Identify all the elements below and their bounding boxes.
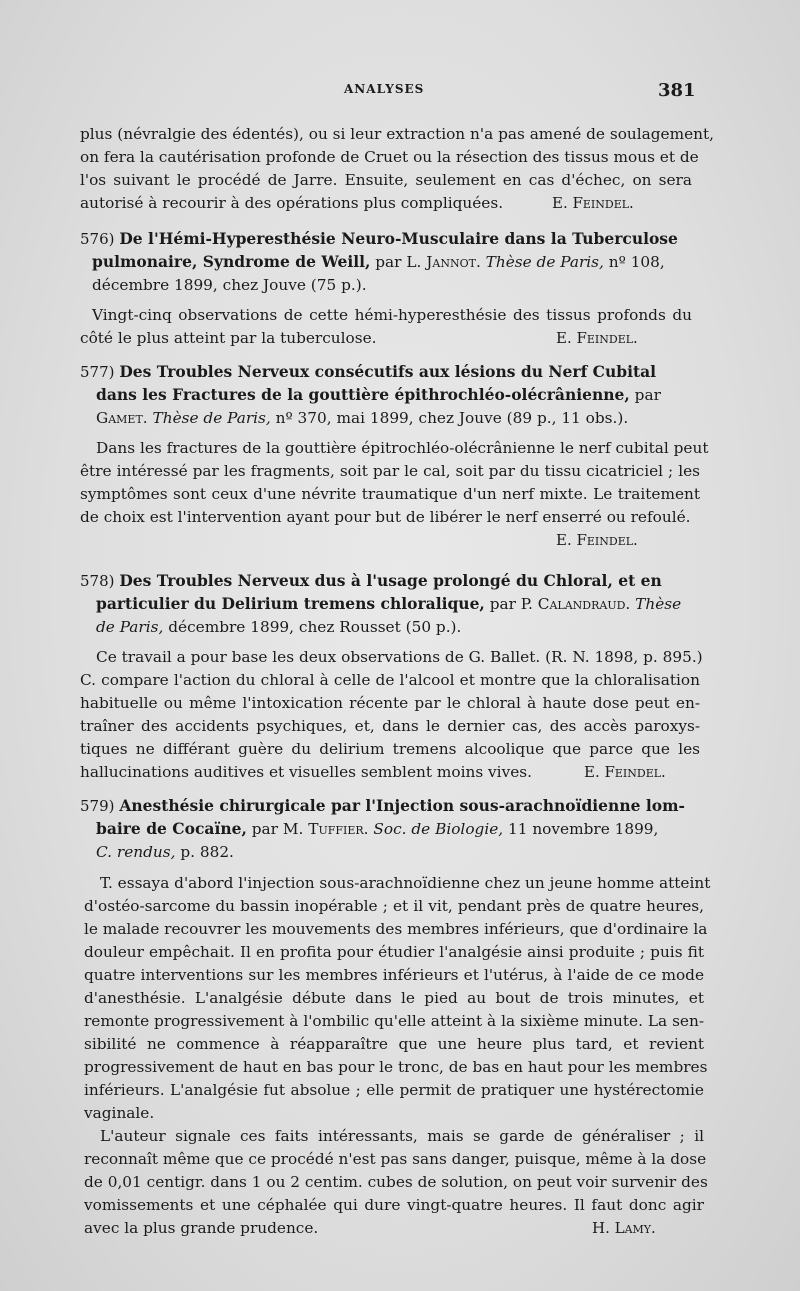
body-line: Dans les fractures de la gouttière épitrochléo-olécrânienne le nerf cubital peut [96, 439, 709, 457]
body-line: vomissements et une céphalée qui dure vingt-quatre heures. Il faut donc agir [84, 1196, 704, 1214]
continuation-line: plus (névralgie des édentés), ou si leur extraction n'a pas amené de soulagement, [80, 125, 715, 143]
entry-title: De l'Hémi-Hyperesthésie Neuro-Musculaire dans la Tuberculose [119, 229, 678, 248]
running-title: ANALYSES [344, 82, 425, 96]
body-line: vaginale. [84, 1104, 155, 1122]
body-line: Vingt-cinq observations de cette hémi-hyperesthésie des tissus profonds du [92, 306, 692, 324]
author-prefix: par L. [375, 253, 422, 271]
body-line: symptômes sont ceux d'une névrite traumatique d'un nerf mixte. Le traitement [80, 485, 700, 503]
entry-number: 578) [80, 572, 115, 590]
continuation-line: on fera la cautérisation profonde de Cruet ou la résection des tissus mous et de [80, 148, 699, 166]
entry-579-title-line [80, 797, 685, 815]
body-line: C. compare l'action du chloral à celle de l'alcool et montre que la chloralisation [80, 671, 700, 689]
details: décembre 1899, chez Rousset (50 p.). [168, 618, 462, 636]
body-line: douleur empêchait. Il en profita pour étudier l'analgésie ainsi produite ; puis fit [84, 943, 704, 961]
body-line: être intéressé par les fragments, soit par le cal, soit par du tissu cicatriciel ; les [80, 462, 700, 480]
continuation-line: autorisé à recourir à des opérations plus compliquées. [80, 194, 504, 212]
body-line: côté le plus atteint par la tuberculose. [80, 329, 377, 347]
source: Soc. de Biologie, [373, 820, 504, 838]
source: Thèse de Paris, [152, 409, 271, 427]
body-line: progressivement de haut en bas pour le tronc, de bas en haut pour les membres [84, 1058, 708, 1076]
signature: E. Feindel. [556, 531, 638, 549]
entry-number: 577) [80, 363, 115, 381]
entry-title: pulmonaire, Syndrome de Weill, [92, 252, 371, 271]
entry-title: particulier du Delirium tremens chloralique, [96, 594, 485, 613]
entry-578-title-line [80, 572, 662, 590]
source: Thèse de Paris, [485, 253, 604, 271]
body-line: habituelle ou même l'intoxication récente par le chloral à haute dose peut en- [80, 694, 700, 712]
author-prefix: par P. [489, 595, 533, 613]
body-line: de choix est l'intervention ayant pour but de libérer le nerf enserré ou refoulé. [80, 508, 691, 526]
author: Jannot [426, 253, 476, 271]
entry-title: Anesthésie chirurgicale par l'Injection sous-arachnoïdienne lom- [119, 796, 685, 815]
body-line: d'ostéo-sarcome du bassin inopérable ; et il vit, pendant près de quatre heures, [84, 897, 704, 915]
continuation-line: l'os suivant le procédé de Jarre. Ensuite, seulement en cas d'échec, on sera [80, 171, 692, 189]
source: Thèse [635, 595, 682, 613]
details: nº 108, [608, 253, 665, 271]
entry-578-title-line [96, 595, 681, 613]
page-number: 381 [658, 80, 696, 101]
body-line: L'auteur signale ces faits intéressants, mais se garde de généraliser ; il [100, 1127, 704, 1145]
body-line: T. essaya d'abord l'injection sous-arachnoïdienne chez un jeune homme atteint [100, 874, 711, 892]
signature: E. Feindel. [556, 329, 638, 347]
details: décembre 1899, chez Jouve (75 p.). [92, 276, 367, 294]
author: Calandraud. [537, 595, 631, 613]
signature: H. Lamy. [592, 1219, 656, 1237]
body-line: quatre interventions sur les membres inférieurs et l'utérus, à l'aide de ce mode [84, 966, 704, 984]
entry-number: 576) [80, 230, 115, 248]
body-line: Ce travail a pour base les deux observations de G. Ballet. (R. N. 1898, p. 895.) [96, 648, 703, 666]
details: p. 882. [180, 843, 234, 861]
entry-576-title-line [80, 230, 700, 248]
entry-579-title-line [96, 820, 658, 838]
body-line: traîner des accidents psychiques, et, dans le dernier cas, des accès paroxys- [80, 717, 700, 735]
details: 11 novembre 1899, [508, 820, 659, 838]
source: de Paris, [96, 618, 164, 636]
body-line: inférieurs. L'analgésie fut absolue ; elle permit de pratiquer une hystérectomie [84, 1081, 704, 1099]
body-line: d'anesthésie. L'analgésie débute dans le pied au bout de trois minutes, et [84, 989, 704, 1007]
author: Tuffier. [308, 820, 369, 838]
body-line: avec la plus grande prudence. [84, 1219, 319, 1237]
entry-title: Des Troubles Nerveux dus à l'usage prolongé du Chloral, et en [119, 571, 662, 590]
body-line: reconnaît même que ce procédé n'est pas sans danger, puisque, même à la dose [84, 1150, 707, 1168]
entry-576-title-line: pulmonaire, Syndrome de Weill, par L. Jannot. Thèse de Paris, nº 108, [92, 252, 665, 271]
author: Gamet. [96, 409, 148, 427]
body-line: hallucinations auditives et visuelles semblent moins vives. [80, 763, 532, 781]
entry-579-source-line [96, 843, 234, 861]
entry-577-title-line [96, 386, 661, 404]
details: nº 370, mai 1899, chez Jouve (89 p., 11 obs.). [275, 409, 629, 427]
signature: E. Feindel. [584, 763, 666, 781]
body-line: sibilité ne commence à réapparaître que une heure plus tard, et revient [84, 1035, 704, 1053]
entry-577-title-line [80, 363, 656, 381]
source: C. rendus, [96, 843, 176, 861]
body-line: le malade recouvrer les mouvements des membres inférieurs, que d'ordinaire la [84, 920, 708, 938]
body-line: de 0,01 centigr. dans 1 ou 2 centim. cubes de solution, on peut voir survenir des [84, 1173, 708, 1191]
entry-title: Des Troubles Nerveux consécutifs aux lésions du Nerf Cubital [119, 362, 657, 381]
entry-577-source-line [96, 409, 628, 427]
author-prefix: par [634, 386, 661, 404]
signature: E. Feindel. [552, 194, 634, 212]
author-prefix: par M. [251, 820, 304, 838]
body-line: tiques ne différant guère du delirium tremens alcoolique que parce que les [80, 740, 700, 758]
entry-578-source-line [96, 618, 461, 636]
body-line: remonte progressivement à l'ombilic qu'elle atteint à la sixième minute. La sen- [84, 1012, 704, 1030]
entry-number: 579) [80, 797, 115, 815]
entry-title: dans les Fractures de la gouttière épithrochléo-olécrânienne, [96, 385, 630, 404]
entry-title: baire de Cocaïne, [96, 819, 247, 838]
running-head [0, 80, 800, 100]
